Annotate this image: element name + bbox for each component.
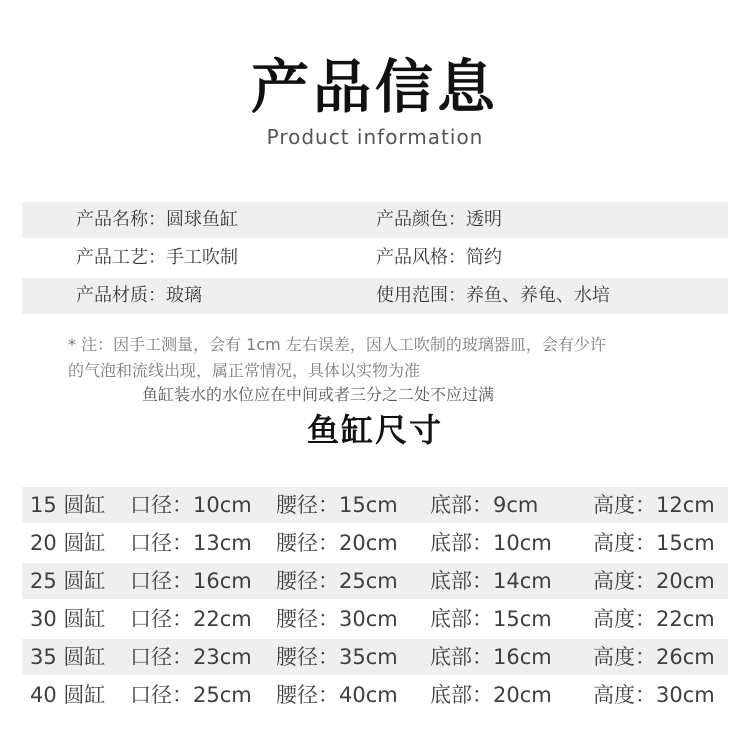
size-bottom: 底部：10cm: [430, 531, 552, 555]
size-mouth: 口径：13cm: [130, 531, 252, 555]
size-name: 40 圆缸: [30, 683, 106, 707]
size-height: 高度：20cm: [593, 569, 715, 593]
size-mouth: 口径：23cm: [130, 645, 252, 669]
size-bottom: 底部：20cm: [430, 683, 552, 707]
size-mouth: 口径：16cm: [130, 569, 252, 593]
size-name: 35 圆缸: [30, 645, 106, 669]
note-line: 的气泡和流线出现，属正常情况，具体以实物为准: [68, 361, 421, 380]
size-name: 25 圆缸: [30, 569, 106, 593]
size-bottom: 底部：15cm: [430, 607, 552, 631]
size-mouth: 口径：25cm: [130, 683, 252, 707]
measurement-note: [68, 332, 728, 384]
size-waist: 腰径：15cm: [276, 493, 398, 517]
size-row: [22, 525, 728, 561]
info-row: [22, 202, 728, 238]
info-row: [22, 278, 728, 314]
water-level-note: 鱼缸装水的水位应在中间或者三分之二处不应过满: [142, 385, 495, 404]
size-row: [22, 563, 728, 599]
size-mouth: 口径：22cm: [130, 607, 252, 631]
size-row: [22, 601, 728, 637]
info-style: 产品风格：简约: [376, 247, 502, 268]
size-row: [22, 487, 728, 523]
page-subtitle: Product information: [266, 125, 484, 149]
size-name: 15 圆缸: [30, 493, 106, 517]
size-height: 高度：26cm: [593, 645, 715, 669]
size-bottom: 底部：14cm: [430, 569, 552, 593]
size-section-title: 鱼缸尺寸: [306, 411, 443, 449]
size-bottom: 底部：9cm: [430, 493, 539, 517]
size-height: 高度：30cm: [593, 683, 715, 707]
size-name: 20 圆缸: [30, 531, 106, 555]
info-name: 产品名称：圆球鱼缸: [76, 209, 238, 230]
note-line: * 注：因手工测量，会有 1cm 左右误差，因人工吹制的玻璃器皿，会有少许: [68, 335, 606, 354]
size-mouth: 口径：10cm: [130, 493, 252, 517]
info-craft: 产品工艺：手工吹制: [76, 247, 238, 268]
size-height: 高度：15cm: [593, 531, 715, 555]
page-title: 产品信息: [250, 53, 499, 121]
info-material: 产品材质：玻璃: [76, 285, 202, 306]
size-row: [22, 639, 728, 675]
size-height: 高度：22cm: [593, 607, 715, 631]
size-waist: 腰径：35cm: [276, 645, 398, 669]
info-row: [22, 240, 728, 276]
size-waist: 腰径：20cm: [276, 531, 398, 555]
info-usage: 使用范围：养鱼、养龟、水培: [376, 285, 610, 306]
size-row: [22, 677, 728, 713]
size-waist: 腰径：25cm: [276, 569, 398, 593]
size-name: 30 圆缸: [30, 607, 106, 631]
size-bottom: 底部：16cm: [430, 645, 552, 669]
size-height: 高度：12cm: [593, 493, 715, 517]
size-waist: 腰径：30cm: [276, 607, 398, 631]
size-waist: 腰径：40cm: [276, 683, 398, 707]
info-color: 产品颜色：透明: [376, 209, 502, 230]
